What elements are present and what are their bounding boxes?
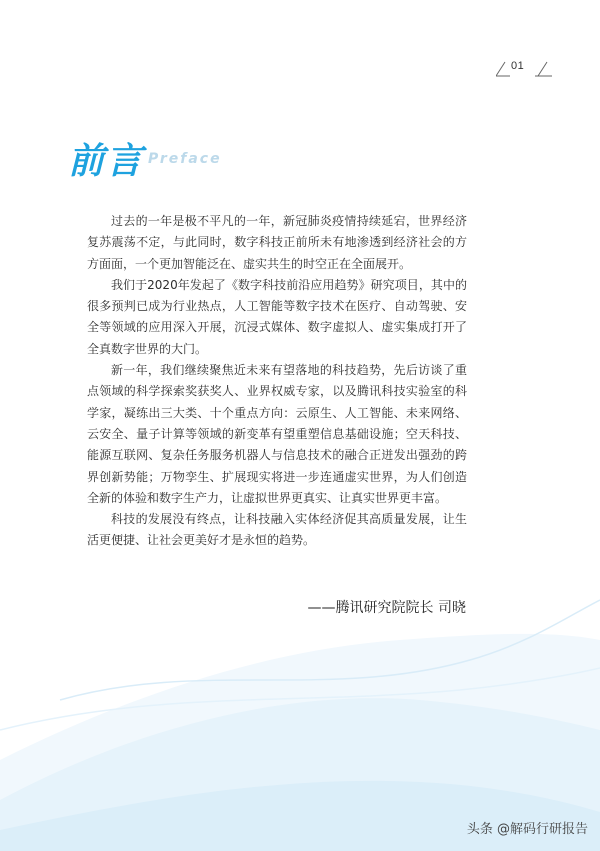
paragraph: 我们于2020年发起了《数字科技前沿应用趋势》研究项目，其中的很多预判已成为行业热点，人工智能等数字技术在医疗、自动驾驶、安全等领域的应用深入开展，沉浸式媒体、数字虚拟人、虚实集成打开了全真数字世界的大门。 [87,277,467,356]
signature: ——腾讯研究院院长 司晓 [307,600,466,616]
page-number [496,58,552,78]
source-watermark: 头条 @解码行研报告 [466,822,588,837]
heading-english: Preface [148,151,222,167]
paragraph: 过去的一年是极不平凡的一年，新冠肺炎疫情持续延宕，世界经济复苏震荡不定，与此同时，数字科技正前所未有地渗透到经济社会的方方面面，一个更加智能泛在、虚实共生的时空正在全面展开。 [87,214,467,271]
preface-body [87,211,467,552]
page-number-text: 01 [511,60,525,72]
paragraph: 科技的发展没有终点，让科技融入实体经济促其高质量发展，让生活更便捷、让社会更美好才是永恒的趋势。 [87,512,467,548]
paragraph: 新一年，我们继续聚焦近未来有望落地的科技趋势，先后访谈了重点领域的科学探索奖获奖人、业界权威专家，以及腾讯科技实验室的科学家，凝练出三大类、十个重点方向：云原生、人工智能、未来网络、云安全、量子计算等领域的新变革有望重塑信息基础设施；空天科技、能源互联网、复杂任务服务机器人与信息技术的融合正迸发出强劲的跨界创新势能；万物孪生、扩展现实将进一步连通虚实世界，为人们创造全新的体验和数字生产力，让虚拟世界更真实、让真实世界更丰富。 [87,363,467,505]
heading-chinese: 前言 [68,141,145,182]
